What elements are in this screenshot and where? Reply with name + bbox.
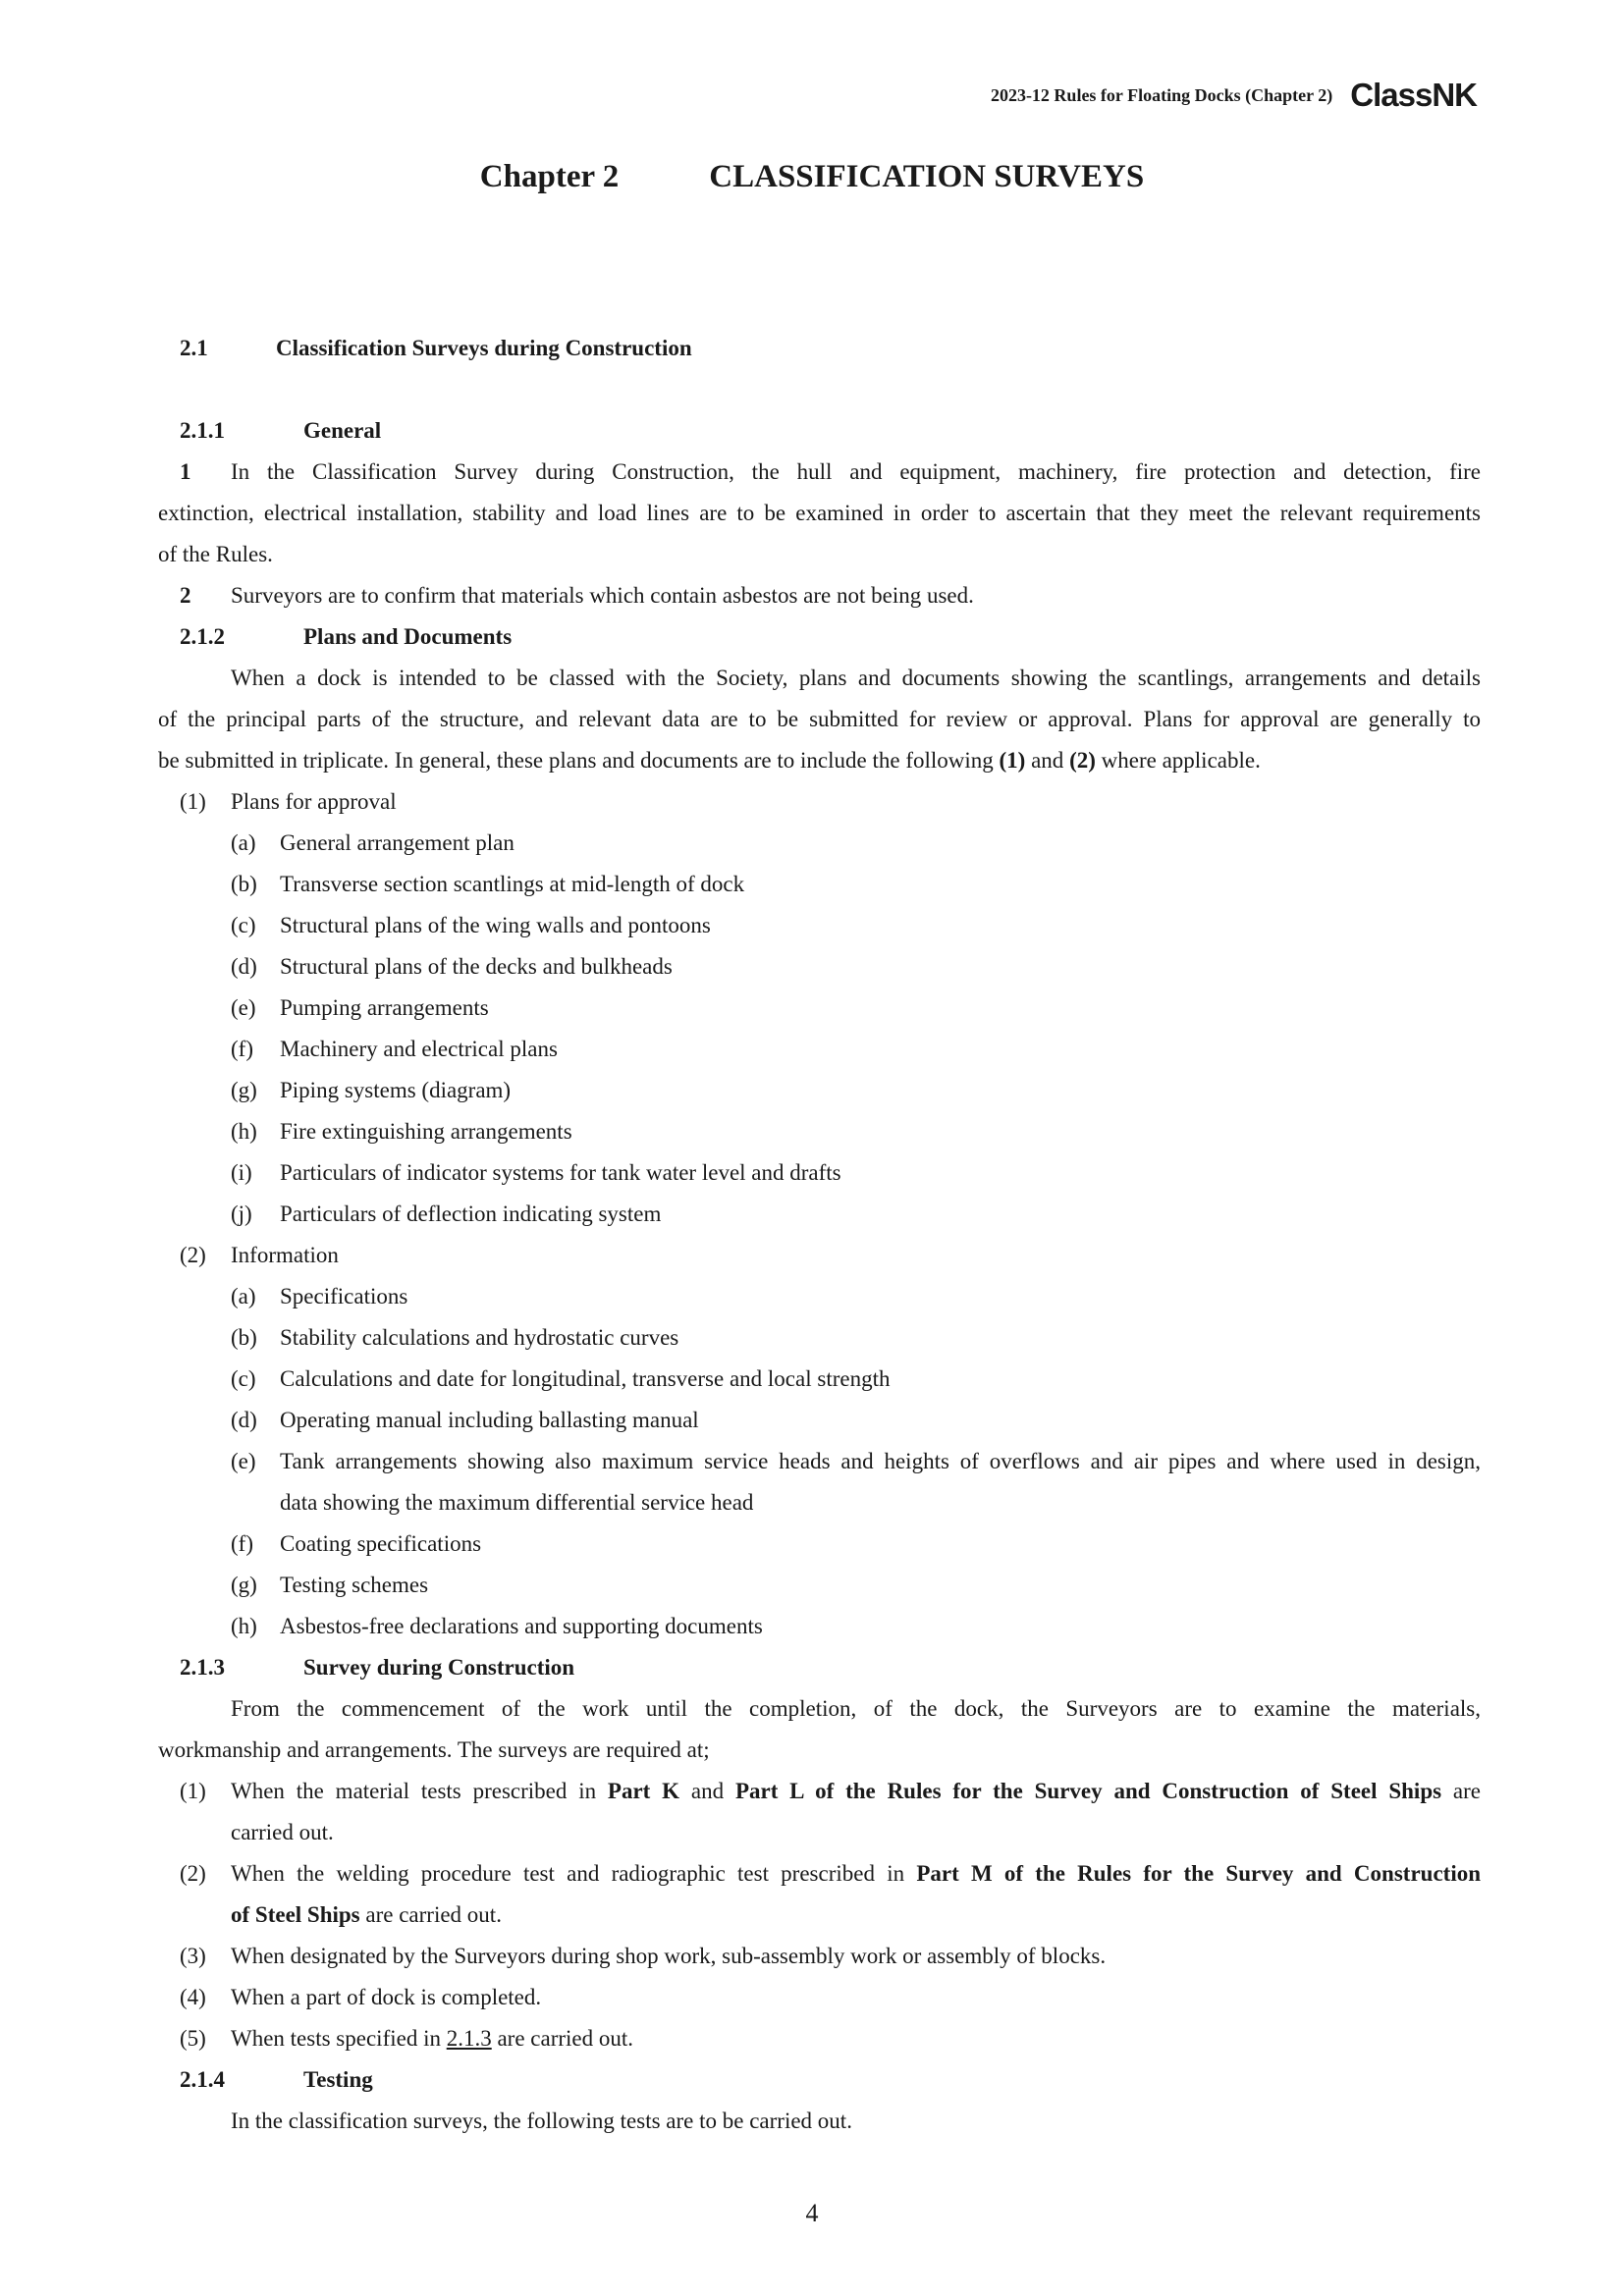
list-item: [158, 823, 1481, 864]
plans-intro-line-3: be submitted in triplicate. In general, these plans and documents are to include the following (1) and (2) where applicable.: [158, 748, 1261, 773]
list-item-label: (g): [231, 1573, 257, 1597]
list-item: (e) Tank arrangements showing also maximum service heads and heights of overflows and air pipes and where used in design,: [231, 1449, 1481, 1473]
list-item-text: Structural plans of the wing walls and pontoons: [280, 913, 711, 937]
list-item-text: Operating manual including ballasting manual: [280, 1408, 699, 1432]
section-title: Classification Surveys during Construction: [276, 336, 692, 360]
survey-intro-line-2: workmanship and arrangements. The surveys are required at;: [158, 1737, 710, 1762]
list-item: [158, 1111, 1481, 1152]
information-list-rest: [158, 1523, 1481, 1647]
survey-item-1-continuation: carried out.: [231, 1820, 334, 1844]
chapter-title: [0, 159, 1624, 195]
list-item-text: Testing schemes: [280, 1573, 429, 1597]
list-item-label: (a): [231, 830, 256, 855]
plans-intro-line-1: When a dock is intended to be classed with the Society, plans and documents showing the scantlings, arrangements and details: [231, 666, 1481, 690]
list-item-text: Structural plans of the decks and bulkheads: [280, 954, 673, 979]
list-item-label: (d): [231, 954, 257, 979]
survey-item-4: (4) When a part of dock is completed.: [180, 1985, 542, 2009]
list-item-text: Transverse section scantlings at mid-length of dock: [280, 872, 745, 896]
list-item: [158, 1606, 1481, 1647]
survey-item-2-continuation: of Steel Ships are carried out.: [231, 1902, 502, 1927]
list-item: [158, 905, 1481, 946]
subsection-heading-2-1-2: 2.1.2 Plans and Documents: [180, 624, 513, 649]
list-item-label: (b): [231, 1325, 257, 1350]
running-header: [991, 77, 1477, 114]
list-item: [158, 1359, 1481, 1400]
list-information: (2) Information: [180, 1243, 339, 1267]
list-item-label: (e): [231, 995, 256, 1020]
paragraph-1-line-2: extinction, electrical installation, stability and load lines are to be examined in order to ascertain that they meet the relevant requirements: [158, 501, 1481, 525]
list-item-text: Particulars of deflection indicating system: [280, 1201, 662, 1226]
subsection-heading-2-1-4: 2.1.4 Testing: [180, 2067, 373, 2092]
list-item-label: (h): [231, 1119, 257, 1144]
subsection-heading-2-1-3: 2.1.3 Survey during Construction: [180, 1655, 575, 1680]
list-item: [158, 1565, 1481, 1606]
list-item-text: Coating specifications: [280, 1531, 482, 1556]
list-item: [158, 1400, 1481, 1441]
list-item-text: Pumping arrangements: [280, 995, 489, 1020]
cross-reference-link[interactable]: 2.1.3: [446, 2026, 492, 2051]
paragraph-1: 1 In the Classification Survey during Construction, the hull and equipment, machinery, fire protection and detection, fire: [180, 459, 1481, 484]
list-item-text: General arrangement plan: [280, 830, 514, 855]
section-heading: [158, 328, 1481, 369]
list-item-continuation: data showing the maximum differential service head: [280, 1490, 754, 1515]
list-item-text: Stability calculations and hydrostatic curves: [280, 1325, 679, 1350]
section-number: 2.1: [180, 336, 208, 360]
information-list: [158, 1276, 1481, 1441]
list-item: [158, 1276, 1481, 1317]
list-item: [158, 1317, 1481, 1359]
list-item-label: (d): [231, 1408, 257, 1432]
survey-item-2: (2) When the welding procedure test and radiographic test prescribed in Part M of the Rules for the Survey and Construction: [180, 1861, 1481, 1886]
list-item: [158, 1070, 1481, 1111]
paragraph-2: 2 Surveyors are to confirm that materials which contain asbestos are not being used.: [180, 583, 974, 608]
list-item-text: Calculations and date for longitudinal, transverse and local strength: [280, 1366, 891, 1391]
plans-list: [158, 823, 1481, 1235]
list-item-label: (g): [231, 1078, 257, 1102]
list-item: [158, 1152, 1481, 1194]
page-number: 4: [805, 2199, 819, 2227]
list-item-label: (c): [231, 1366, 256, 1391]
subsection-heading-2-1-1: 2.1.1 General: [180, 418, 382, 443]
list-item-label: (c): [231, 913, 256, 937]
testing-intro: In the classification surveys, the following tests are to be carried out.: [231, 2109, 852, 2133]
list-item: [158, 1194, 1481, 1235]
plans-intro-line-2: of the principal parts of the structure, and relevant data are to be submitted for review or approval. Plans for approval are generally to: [158, 707, 1481, 731]
list-item-label: (h): [231, 1614, 257, 1638]
list-item-text: Machinery and electrical plans: [280, 1037, 558, 1061]
list-item: [158, 1523, 1481, 1565]
list-item: [158, 946, 1481, 988]
list-item-text: Specifications: [280, 1284, 408, 1308]
list-item-text: Particulars of indicator systems for tank water level and drafts: [280, 1160, 841, 1185]
list-item-label: (j): [231, 1201, 252, 1226]
classnk-logo: ClassNK: [1350, 77, 1477, 113]
survey-item-5: (5) When tests specified in 2.1.3 are carried out.: [180, 2026, 634, 2051]
list-item-text: Fire extinguishing arrangements: [280, 1119, 572, 1144]
list-plans-for-approval: (1) Plans for approval: [180, 789, 397, 814]
list-item-label: (f): [231, 1531, 253, 1556]
list-item-text: Asbestos-free declarations and supporting documents: [280, 1614, 763, 1638]
document-body: [158, 328, 1481, 2142]
survey-item-1: (1) When the material tests prescribed in Part K and Part L of the Rules for the Survey and Construction of Steel Ships are: [180, 1779, 1481, 1803]
survey-intro-line-1: From the commencement of the work until the completion, of the dock, the Surveyors are to examine the materials,: [231, 1696, 1481, 1721]
header-title: 2023-12 Rules for Floating Docks (Chapter 2): [990, 84, 1333, 105]
list-item-text: Piping systems (diagram): [280, 1078, 512, 1102]
survey-item-3: (3) When designated by the Surveyors during shop work, sub-assembly work or assembly of blocks.: [180, 1944, 1107, 1968]
list-item-label: (f): [231, 1037, 253, 1061]
list-item-label: (a): [231, 1284, 256, 1308]
paragraph-1-line-3: of the Rules.: [158, 542, 273, 566]
list-item: [158, 988, 1481, 1029]
list-item: [158, 864, 1481, 905]
chapter-number: Chapter 2: [479, 159, 620, 194]
list-item-label: (b): [231, 872, 257, 896]
list-item-label: (i): [231, 1160, 252, 1185]
list-item: [158, 1029, 1481, 1070]
chapter-name: CLASSIFICATION SURVEYS: [709, 159, 1145, 194]
